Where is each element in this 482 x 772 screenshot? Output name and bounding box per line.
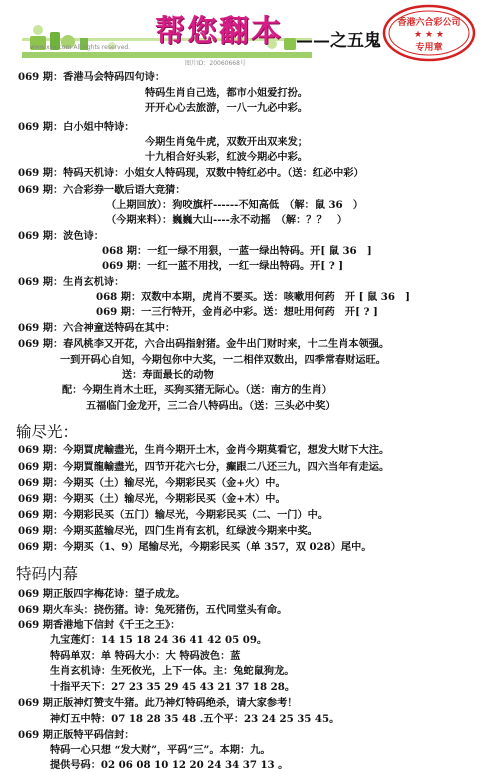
text-line: 069 期：今期买蓝输尽光，四门生肖有玄机，红绿波今期来中奖。	[18, 525, 318, 537]
text-line: 069 期：六合神童送特码在其中：	[18, 322, 176, 334]
text-line: 今期生肖兔牛虎，双数开出双来发；	[145, 136, 308, 148]
banner-title: 帮您翻本	[155, 14, 283, 49]
text-line: 069 期：香港马会特码四句诗：	[18, 71, 166, 83]
text-line: 069 期：今期买（土）输尽光，今期彩民买（金+木）中。	[18, 493, 286, 505]
text-line: 生肖玄机诗：生死攸光，上下一体。主：兔蛇鼠狗龙。	[50, 665, 295, 677]
text-line: 069 期正版神灯赞支牛猪。此乃神灯特码绝杀，请大家参考！	[18, 697, 298, 709]
text-line: 五福临门金龙开，三二合八特码出。（送：三头必中奖）	[86, 400, 336, 412]
text-line: 069 期：波色诗：	[18, 230, 104, 242]
text-line: 069 期：今期買虎輸盡光，生肖今期开土木，金肖今期莫看它，想发大财下大注。	[18, 444, 390, 456]
text-line: 十指平天下：27 23 35 29 45 43 21 37 18 28。	[50, 681, 296, 693]
text-line: 069 期：今期買龍輸盡光，四节开花六七分，癫跟二八还三九，四六当年有走运。	[18, 461, 390, 473]
red-seal-stamp	[382, 4, 476, 62]
text-line: 提供号码：02 06 08 10 12 20 24 34 37 13 。	[50, 759, 289, 771]
text-line: （上期回放）：狗咬旗杆------不知高低 （解：鼠 36 ）	[106, 199, 364, 211]
text-line: 069 期正版特平码信封：	[18, 729, 135, 741]
text-line: （今期来料）：巍巍大山----永不动摇 （解：？？ ）	[106, 214, 348, 226]
text-line: 特码一心只想 “发大财”，平码“三”。本期：九。	[50, 744, 271, 756]
svg-text:★ ★ ★: ★ ★ ★	[414, 30, 444, 40]
text-line: 068 期：双数中本期，虎肖不要买。送：咳嗽用何药 开 [ 鼠 36 ]	[96, 291, 410, 303]
text-line: 神灯五中特：07 18 28 35 48 .五个平：23 24 25 35 45。	[50, 713, 340, 725]
text-line: 十九相合好头彩，红波今期必中彩。	[145, 151, 308, 163]
copyright-note: www.xxx.com All rights reserved.	[30, 44, 131, 51]
text-line: 069 期香港地下信封《千王之王》：	[18, 619, 181, 631]
seal-top-text: 香港六合彩公司	[397, 18, 461, 28]
text-line: 069 期正版四字梅花诗：望子成龙。	[18, 588, 186, 600]
text-line: 特码单双：单 特码大小：大 特码波色：蓝	[50, 650, 241, 662]
text-line: 九宝莲灯：14 15 18 24 36 41 42 05 09。	[50, 634, 268, 646]
text-line: 069 期：生肖玄机诗：	[18, 276, 125, 288]
text-line: 069 期：今期彩民买（五门）输尽光，今期彩民买（二、一门）中。	[18, 509, 329, 521]
text-line: 配：今期生肖木土旺，买狗买猪无际心。（送：南方的生肖）	[62, 384, 332, 396]
banner-subtitle: ——之五鬼	[296, 31, 381, 51]
text-line: 069 期：特码天机诗：小姐女人特码现，双数中特红必中。（送：红必中彩）	[18, 167, 364, 179]
image-code: 图片ID：20060668号	[185, 60, 246, 67]
text-line: 开开心心去旅游，一八一九必中彩。	[145, 102, 308, 114]
text-line: 069 期：一红一蓝不用找，一红一绿出特码。开[ ? ]	[102, 260, 344, 272]
section-title-special-inside: 特码内幕	[16, 565, 79, 583]
text-line: 069 期：白小姐中特诗：	[18, 121, 135, 133]
text-line: 069 期：今期买（土）输尽光，今期彩民买（金+火）中。	[18, 477, 286, 489]
text-line: 特码生肖自己选，都市小姐爱打扮。	[145, 87, 308, 99]
text-line: 069 期：今期买（1、9）尾输尽光，今期彩民买（单 357，双 028）尾中。	[18, 541, 372, 553]
text-line: 送：寿面最长的动物	[122, 369, 214, 381]
text-line: 068 期：一红一绿不用狠，一蓝一绿出特码。开[ 鼠 36 ]	[102, 245, 372, 257]
text-line: 069 期：一三行特开，金肖必中彩。送：想吐用何药 开[ ? ]	[96, 306, 378, 318]
page-header	[0, 0, 482, 72]
seal-bottom-text: 专用章	[415, 43, 443, 53]
text-line: 069 期火车头：挠伤猪。诗：兔死猪伤，五代同堂头有命。	[18, 604, 288, 616]
text-line: 069 期：六合彩券一歇后语大竞猜：	[18, 184, 186, 196]
text-line: 一到开码心自知，今期包你中大奖，一二相伴双数出，四季常春财运旺。	[60, 354, 386, 366]
section-title-lose-all: 输尽光：	[16, 423, 79, 441]
text-line: 069 期：春风桃李又开花，六合出码指射猪。金牛出门财时来，十二生肖本领强。	[18, 338, 390, 350]
